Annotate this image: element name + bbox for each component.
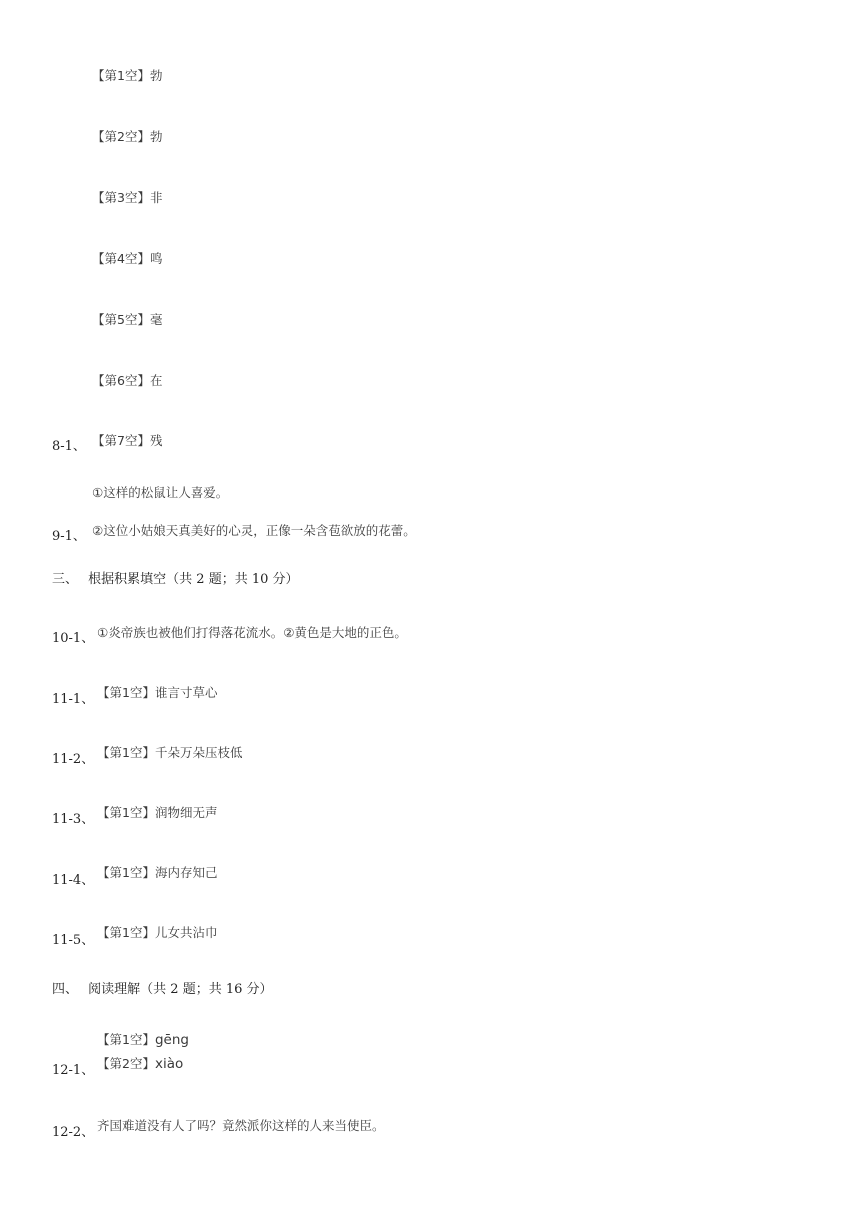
blank-label: 【第3空】: [92, 190, 150, 205]
blank-answer: 鸣: [149, 251, 163, 266]
question-number-11-2: 11-2、: [52, 752, 95, 767]
blank-11-5: [97, 923, 217, 941]
blank-label: 【第1空】: [97, 745, 155, 760]
blank-label: 【第5空】: [92, 312, 150, 327]
blank-answer: 勃: [149, 68, 163, 83]
blank-8-7: [92, 431, 162, 449]
blank-11-1: [97, 683, 217, 701]
section-heading-3: [52, 568, 305, 587]
blank-label: 【第1空】: [97, 805, 155, 820]
blank-label: 【第1空】: [97, 925, 155, 940]
blank-answer: 毫: [149, 312, 163, 327]
blank-8-5: [92, 310, 162, 328]
blank-answer: 润物细无声: [154, 805, 218, 820]
blank-answer: 海内存知己: [154, 865, 218, 880]
section-heading-4: [52, 978, 279, 997]
blank-11-4: [97, 863, 217, 881]
blank-answer: gēng: [154, 1032, 189, 1048]
question-number-8-1: 8-1、: [52, 439, 86, 454]
blank-answer: 勃: [149, 129, 163, 144]
question-number-9-1: 9-1、: [52, 529, 86, 544]
blank-11-3: [97, 803, 217, 821]
question-number-11-1: 11-1、: [52, 692, 95, 707]
blank-8-3: [92, 188, 162, 206]
blank-answer: 残: [149, 433, 163, 448]
question-number-12-1: 12-1、: [52, 1063, 95, 1078]
blank-label: 【第6空】: [92, 373, 150, 388]
blank-answer: xiào: [154, 1056, 184, 1072]
blank-8-6: [92, 371, 162, 389]
blank-8-4: [92, 249, 162, 267]
section-title: 阅读理解（共 2 题；共 16 分）: [88, 982, 273, 997]
blank-label: 【第4空】: [92, 251, 150, 266]
blank-8-2: [92, 127, 162, 145]
answer-9-line1: ①这样的松鼠让人喜爱。: [92, 485, 229, 500]
blank-label: 【第2空】: [97, 1056, 155, 1071]
blank-label: 【第1空】: [92, 68, 150, 83]
blank-label: 【第7空】: [92, 433, 150, 448]
blank-answer: 非: [149, 190, 163, 205]
blank-answer: 儿女共沾巾: [154, 925, 218, 940]
section-title: 根据积累填空（共 2 题；共 10 分）: [88, 572, 299, 587]
blank-label: 【第1空】: [97, 1032, 155, 1047]
blank-answer: 在: [149, 373, 163, 388]
question-number-11-4: 11-4、: [52, 873, 95, 888]
question-number-10-1: 10-1、: [52, 631, 95, 646]
question-number-12-2: 12-2、: [52, 1125, 95, 1140]
section-index: 三、: [52, 572, 79, 587]
answer-9-line2: ②这位小姑娘天真美好的心灵，正像一朵含苞欲放的花蕾。: [92, 523, 416, 538]
question-number-11-3: 11-3、: [52, 812, 95, 827]
answer-12-2: 齐国难道没有人了吗？竟然派你这样的人来当使臣。: [97, 1118, 385, 1133]
blank-label: 【第1空】: [97, 865, 155, 880]
blank-answer: 千朵万朵压枝低: [154, 745, 243, 760]
section-index: 四、: [52, 982, 79, 997]
blank-label: 【第2空】: [92, 129, 150, 144]
blank-8-1: [92, 66, 162, 84]
answer-10-1: ①炎帝族也被他们打得落花流水。②黄色是大地的正色。: [97, 625, 407, 640]
blank-answer: 谁言寸草心: [154, 685, 218, 700]
blank-label: 【第1空】: [97, 685, 155, 700]
blank-12-1-1: [97, 1030, 189, 1048]
question-number-11-5: 11-5、: [52, 933, 95, 948]
blank-11-2: [97, 743, 242, 761]
blank-12-1-2: [97, 1054, 183, 1072]
